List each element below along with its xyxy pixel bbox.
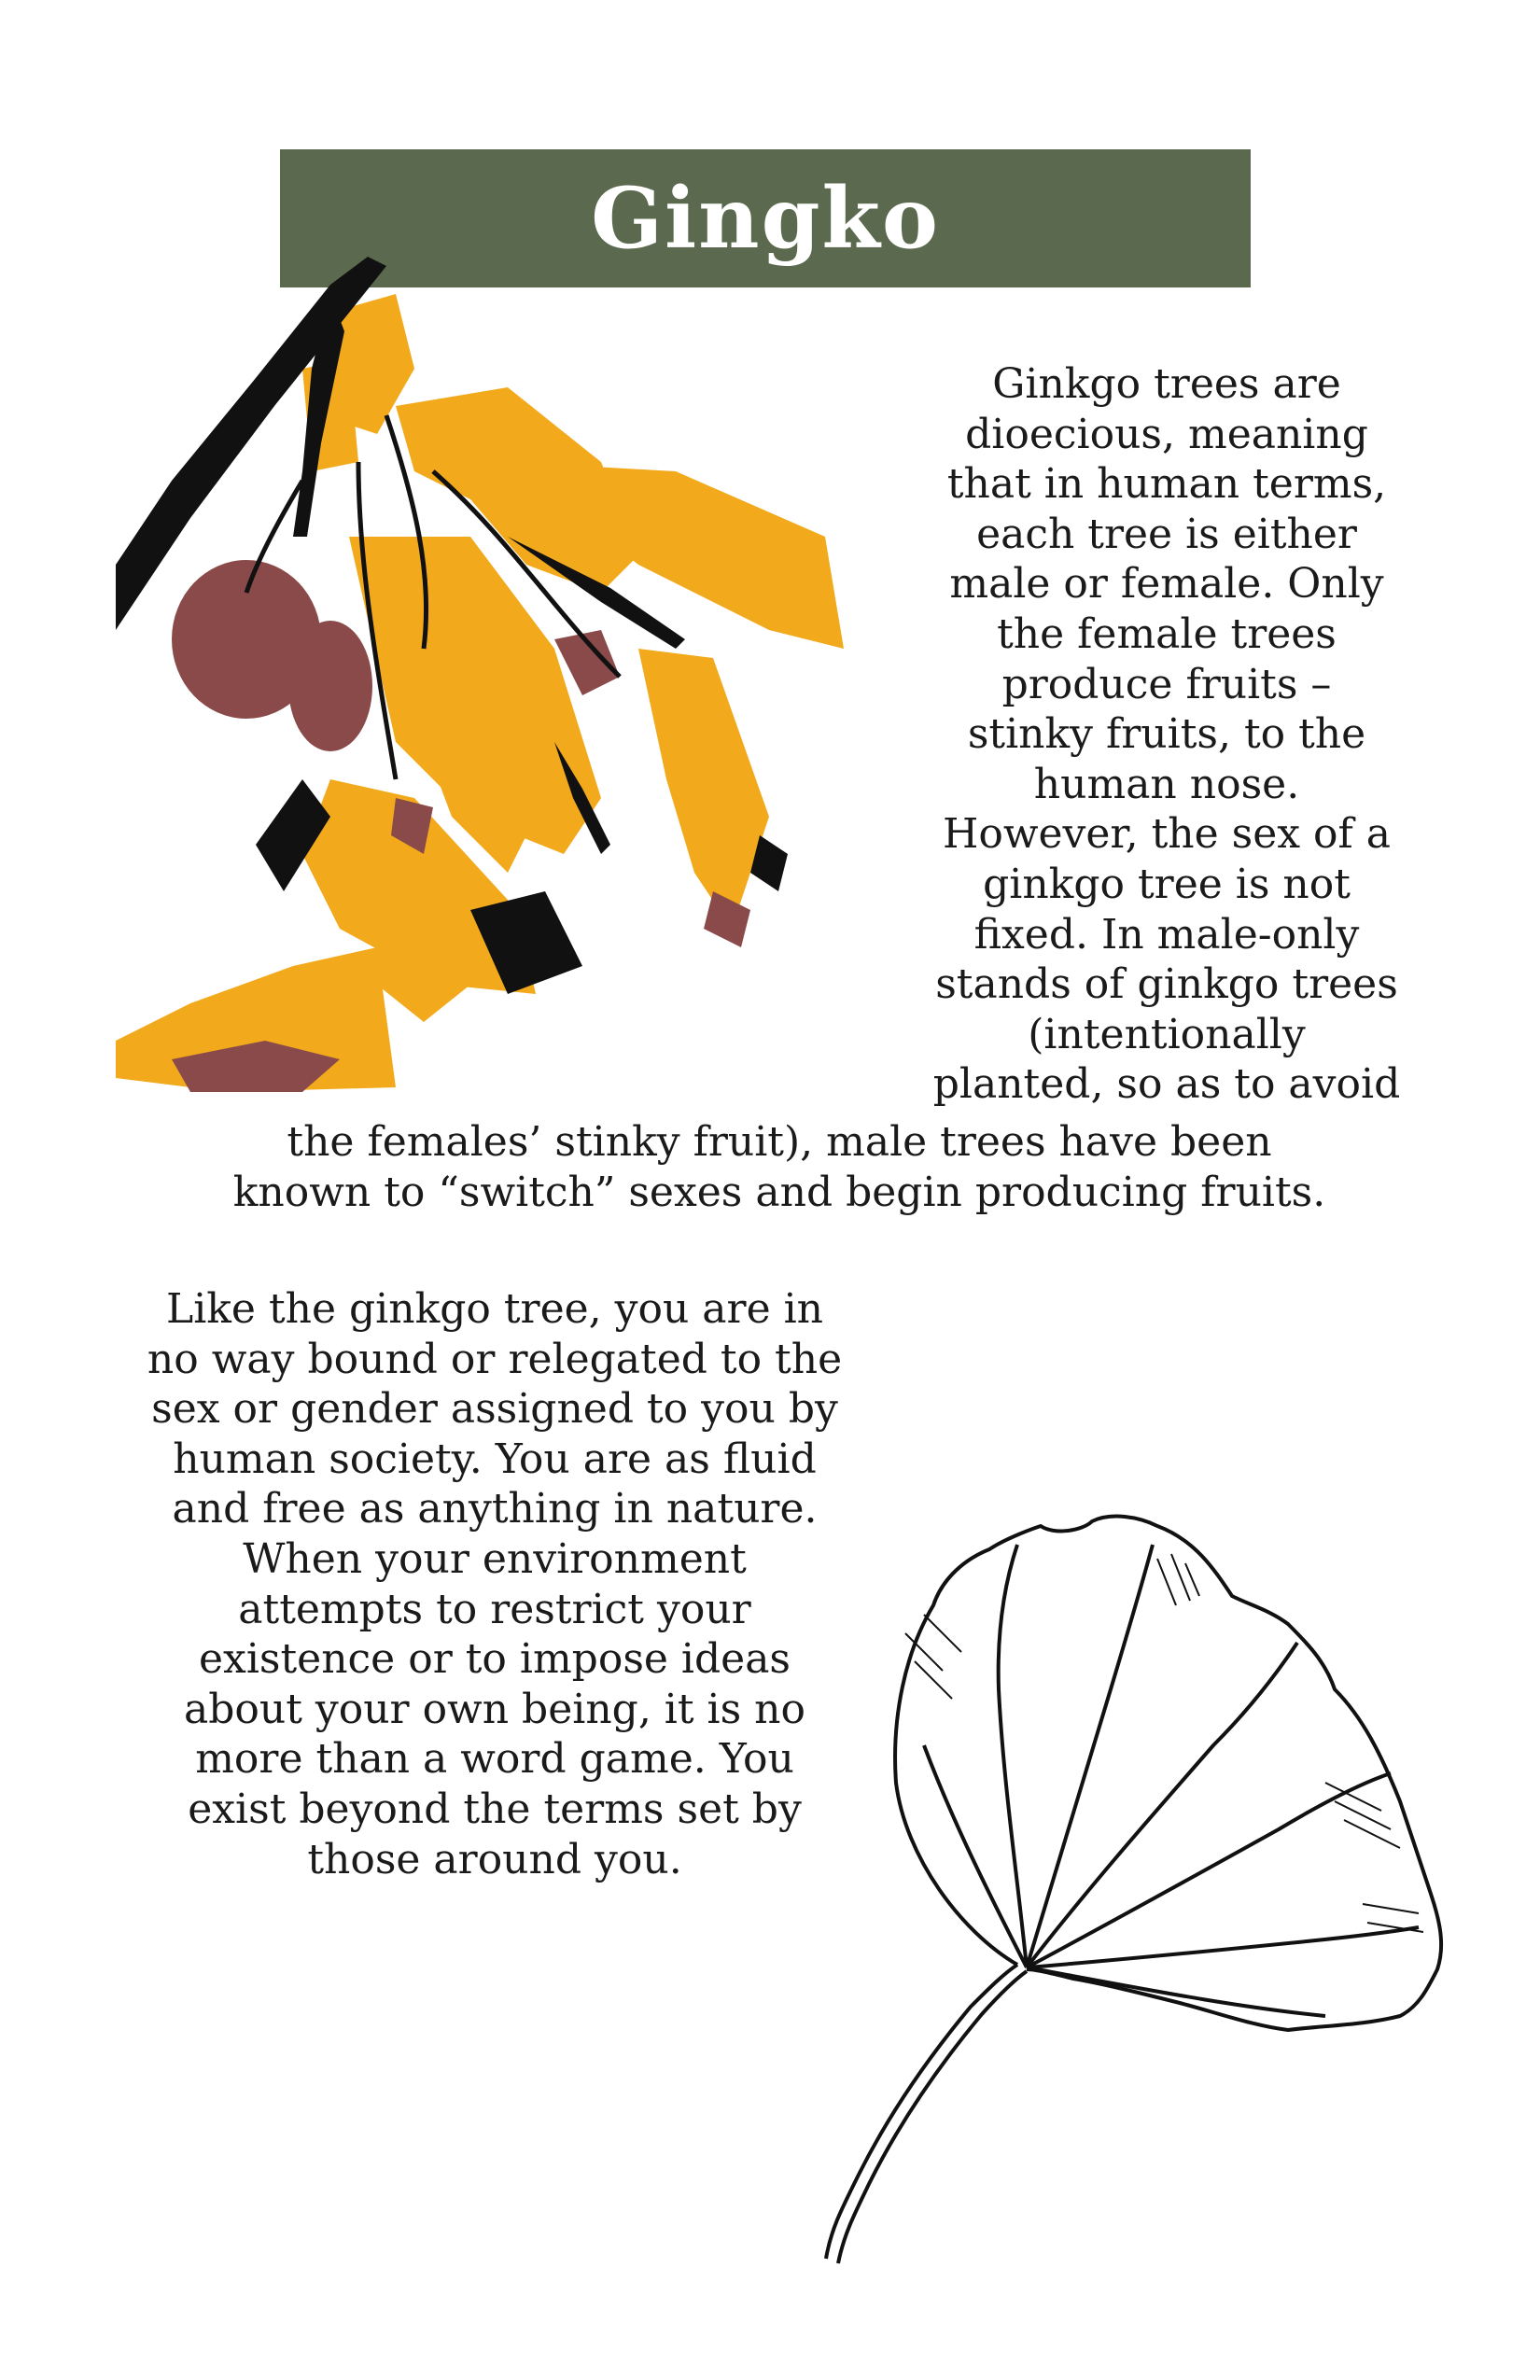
page-title: Gingko [591, 169, 940, 268]
ginkgo-branch-illustration [116, 257, 918, 1097]
intro-paragraph-column: Ginkgo trees are dioecious, meaning that in human terms, each tree is either male or female. Only the female trees produce fruits – stinky fruits, to the human nose. However, the sex of a ginkgo tree is not fixed. In male-only stands of ginkgo trees (intentionally planted, so as to avoid [932, 360, 1401, 1109]
intro-paragraph-continuation: the females’ stinky fruit), male trees have been known to “switch” sexes and begin producing fruits. [232, 1118, 1326, 1216]
ginkgo-leaf-sketch [803, 1503, 1456, 2277]
affirmation-paragraph: Like the ginkgo tree, you are in no way bound or relegated to the sex or gender assigned to you by human society. You are as fluid and free as anything in nature. When your environment attempts to restrict your existence or to impose ideas about your own being, it is no more than a word game. You exist beyond the terms set by those around you. [147, 1285, 843, 1883]
